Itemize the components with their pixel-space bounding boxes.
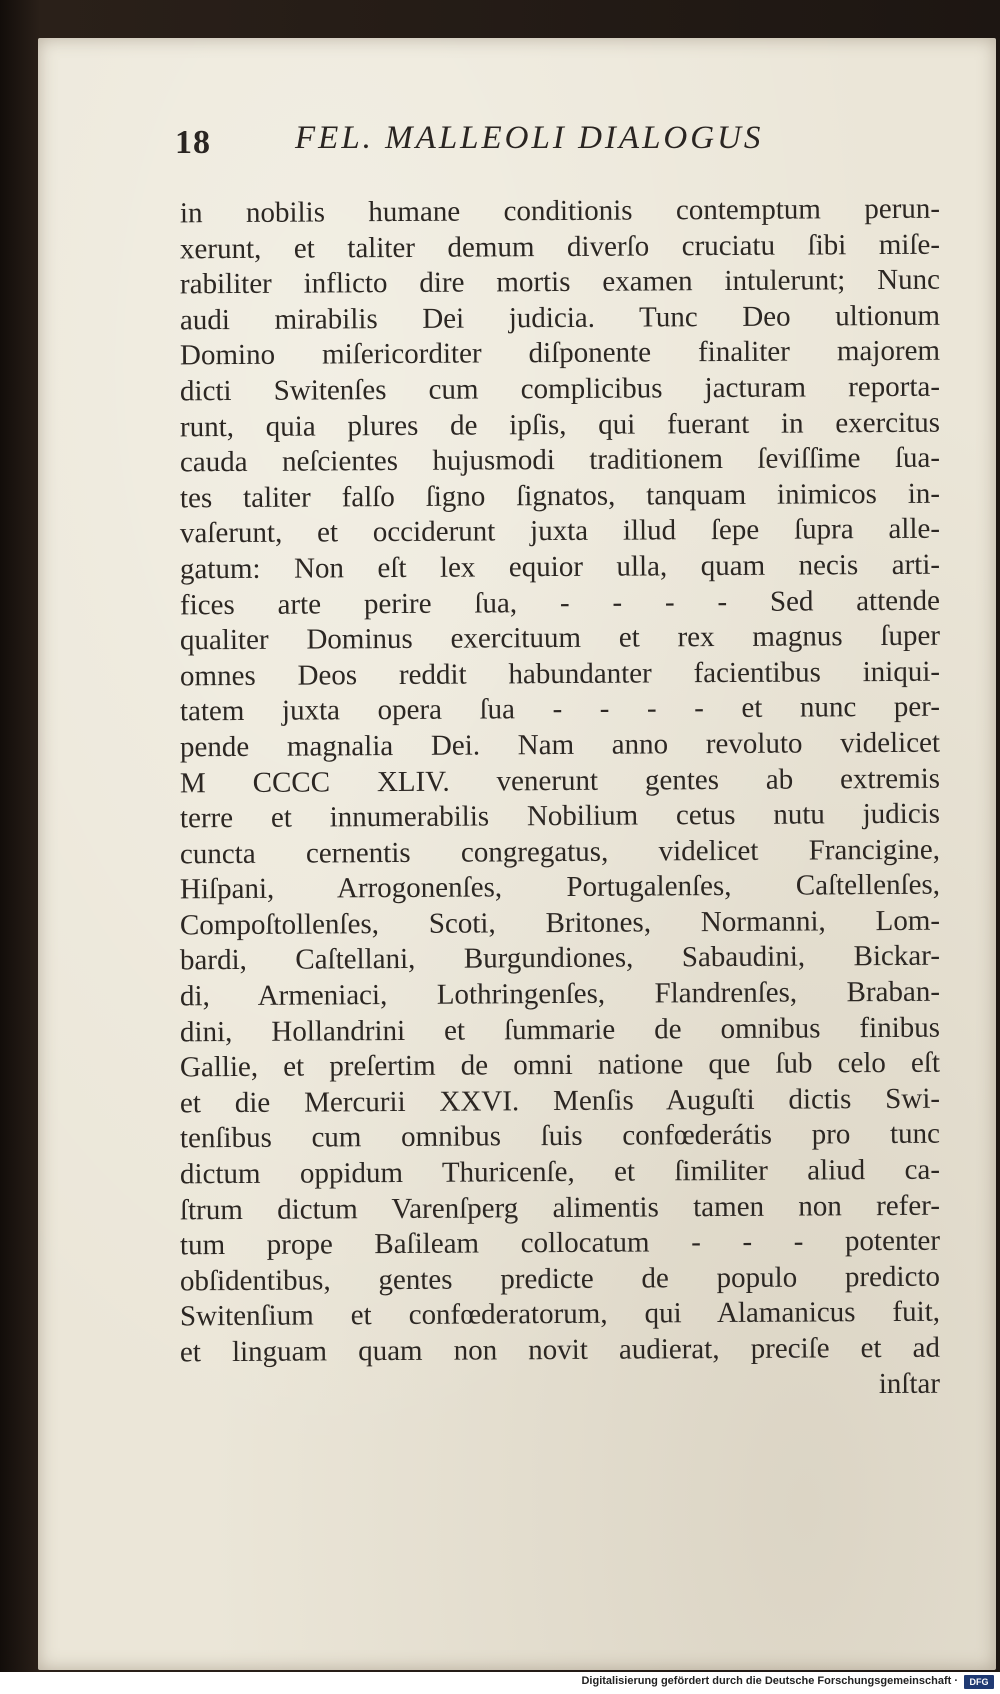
text-line: tes taliter falſo ſigno ſignatos, tanquam inimicos in-	[179, 477, 941, 515]
text-line: terre et innumerabilis Nobilium cetus nutu judicis	[179, 797, 941, 835]
text-line: et linguam quam non novit audierat, preciſe et ad	[179, 1331, 941, 1369]
text-line: cuncta cernentis congregatus, videlicet Francigine,	[179, 833, 941, 871]
running-title: FEL. MALLEOLI DIALOGUS	[295, 120, 764, 156]
funding-credit: Digitalisierung gefördert durch die Deutsche Forschungsgemeinschaft ·	[581, 1675, 958, 1687]
text-line: dicti Switenſes cum complicibus jacturam reporta-	[179, 370, 941, 408]
text-line: di, Armeniaci, Lothringenſes, Flandrenſes, Braban-	[179, 975, 941, 1013]
text-line: tatem juxta opera ſua - - - - et nunc per-	[179, 690, 941, 728]
page-header	[175, 120, 815, 170]
text-line: omnes Deos reddit habundanter facientibus iniqui-	[179, 655, 941, 693]
page-number: 18	[175, 124, 211, 161]
text-line: Compoſtollenſes, Scoti, Britones, Normanni, Lom-	[179, 904, 941, 942]
text-line: pende magnalia Dei. Nam anno revoluto videlicet	[179, 726, 941, 764]
text-line: et die Mercurii XXVI. Menſis Auguſti dictis Swi-	[179, 1082, 941, 1120]
catchword: inſtar	[878, 1367, 941, 1400]
text-line: runt, quia plures de ipſis, qui fuerant in exercitus	[179, 406, 941, 443]
text-line: M CCCC XLIV. venerunt gentes ab extremis	[179, 762, 941, 799]
text-line: Domino miſericorditer diſponente finaliter majorem	[179, 335, 941, 372]
text-line: vaſerunt, et occiderunt juxta illud ſepe ſupra alle-	[179, 513, 941, 550]
text-line: fices arte perire ſua, - - - - Sed attende	[179, 584, 941, 621]
text-line: Hiſpani, Arrogonenſes, Portugalenſes, Caſtellenſes,	[179, 868, 941, 906]
text-line: Switenſium et confœderatorum, qui Alamanicus fuit,	[179, 1296, 941, 1333]
text-line: in nobilis humane conditionis contemptum perun-	[179, 192, 941, 230]
text-line: qualiter Dominus exercituum et rex magnus ſuper	[179, 619, 941, 657]
text-line: xerunt, et taliter demum diverſo cruciatu ſibi miſe-	[179, 228, 941, 265]
text-line: cauda neſcientes hujusmodi traditionem ſeviſſime ſua-	[179, 441, 941, 479]
text-line: Gallie, et preſertim de omni natione que ſub celo eſt	[179, 1046, 941, 1084]
text-line: obſidentibus, gentes predicte de populo predicto	[179, 1260, 941, 1298]
body-text	[180, 194, 940, 1404]
text-line: gatum: Non eſt lex equior ulla, quam necis arti-	[179, 548, 941, 586]
text-line: tenſibus cum omnibus ſuis confœderátis pro tunc	[179, 1118, 941, 1155]
text-line: bardi, Caſtellani, Burgundiones, Sabaudini, Bickar-	[179, 940, 941, 977]
text-line: audi mirabilis Dei judicia. Tunc Deo ultionum	[179, 299, 941, 337]
text-line: dictum oppidum Thuricenſe, et ſimiliter aliud ca-	[179, 1153, 941, 1191]
text-line: tum prope Baſileam collocatum - - - potenter	[179, 1224, 941, 1262]
digitization-footer	[0, 1672, 1000, 1694]
text-line: dini, Hollandrini et ſummarie de omnibus finibus	[179, 1011, 941, 1048]
dfg-logo-icon: DFG	[964, 1675, 994, 1689]
text-line: rabiliter inflicto dire mortis examen intulerunt; Nunc	[179, 263, 941, 301]
text-line: ſtrum dictum Varenſperg alimentis tamen non refer-	[179, 1189, 941, 1226]
